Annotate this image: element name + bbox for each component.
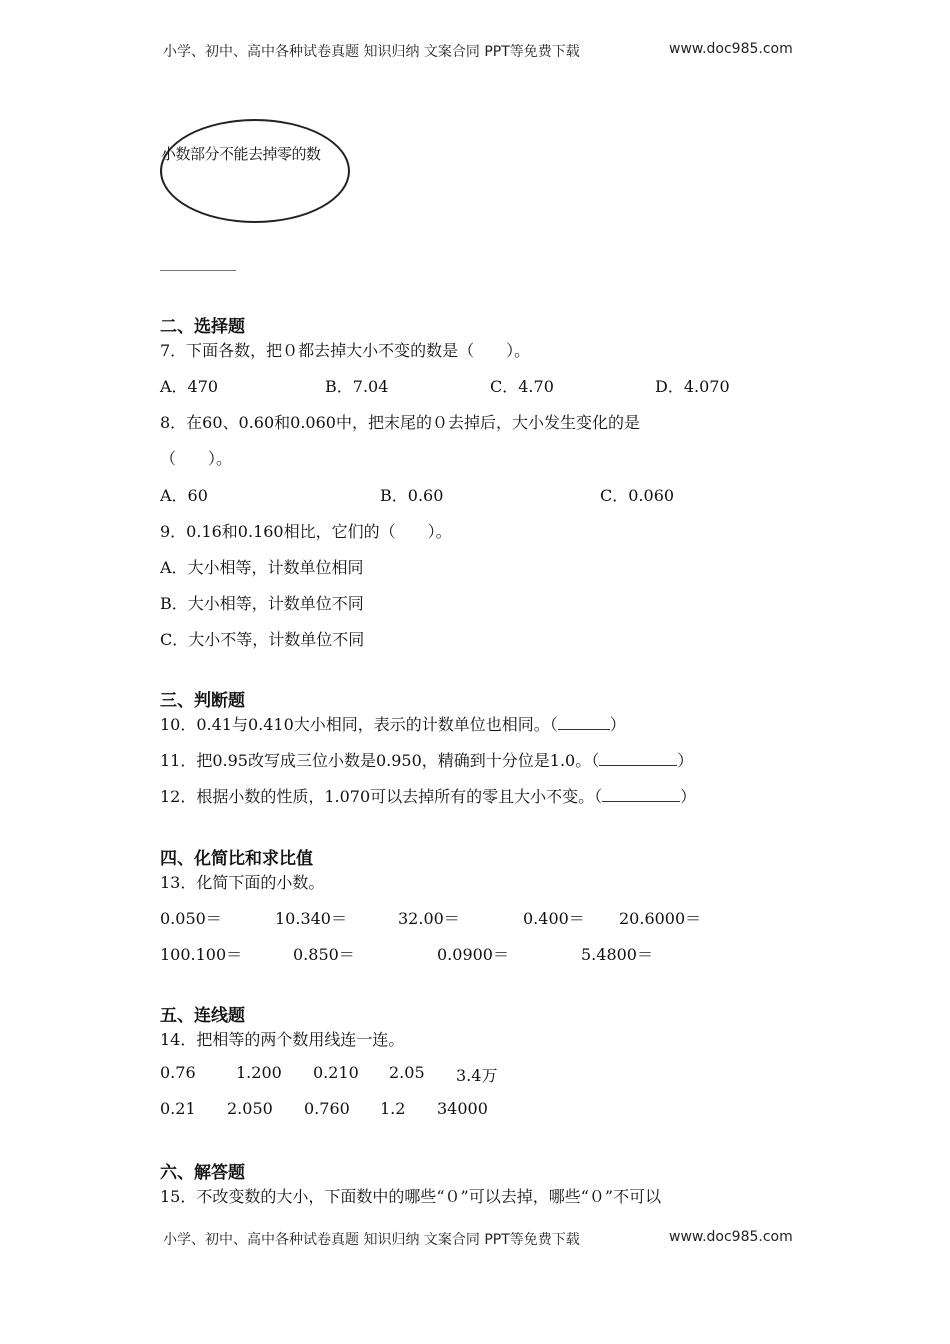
page-header — [0, 41, 950, 61]
page-footer — [0, 1229, 950, 1249]
section-title-simplify: 四、化简比和求比值 — [160, 849, 313, 869]
q13-item: 0.400＝ — [523, 909, 585, 928]
q15-stem: 15．不改变数的大小，下面数中的哪些“０”可以去掉，哪些“０”不可以 — [160, 1187, 662, 1206]
section-title-matching: 五、连线题 — [160, 1006, 245, 1026]
q14-bottom-item: 1.2 — [380, 1099, 406, 1118]
q13-stem: 13．化简下面的小数。 — [160, 873, 325, 892]
q9-stem: 9．0.16和0.160相比，它们的（ ）。 — [160, 522, 452, 541]
oval-shape — [160, 119, 350, 223]
q13-item: 0.050＝ — [160, 909, 222, 928]
q11-answer-blank[interactable] — [599, 751, 677, 766]
q7-option-c: C．4.70 — [490, 377, 554, 396]
q8-option-b: B．0.60 — [380, 486, 444, 505]
q11 — [160, 748, 693, 771]
q11-close: ） — [677, 751, 694, 770]
q13-item: 5.4800＝ — [581, 945, 653, 964]
header-url: www.doc985.com — [669, 41, 793, 57]
header-text: 小学、初中、高中各种试卷真题 知识归纳 文案合同 PPT等免费下载 — [163, 44, 580, 60]
q13-item: 0.850＝ — [293, 945, 355, 964]
q11-stem: 11．把0.95改写成三位小数是0.950，精确到十分位是1.0。（ — [160, 751, 600, 770]
q14-bottom-item: 0.21 — [160, 1099, 196, 1118]
q10-stem: 10．0.41与0.410大小相同，表示的计数单位也相同。（ — [160, 715, 558, 734]
q8-option-a: A．60 — [160, 486, 208, 505]
oval-label: 小数部分不能去掉零的数 — [161, 145, 321, 163]
q14-top-item: 1.200 — [236, 1063, 282, 1082]
q7-option-b: B．7.04 — [325, 377, 389, 396]
q7-option-a: A．470 — [160, 377, 219, 396]
q9-option-a: A．大小相等，计数单位相同 — [160, 558, 364, 577]
q7-option-d: D．4.070 — [655, 377, 730, 396]
q10 — [160, 712, 626, 735]
q8-stem-cont: （ ）。 — [160, 449, 233, 468]
q8-stem: 8．在60、0.60和0.060中，把末尾的０去掉后，大小发生变化的是 — [160, 413, 640, 432]
footer-text: 小学、初中、高中各种试卷真题 知识归纳 文案合同 PPT等免费下载 — [163, 1232, 580, 1248]
q14-top-item: 3.4万 — [456, 1066, 498, 1085]
q10-close: ） — [609, 715, 626, 734]
q12-answer-blank[interactable] — [602, 787, 680, 802]
q13-item: 20.6000＝ — [619, 909, 702, 928]
q12-stem: 12．根据小数的性质，1.070可以去掉所有的零且大小不变。（ — [160, 787, 603, 806]
q12 — [160, 784, 696, 807]
q14-top-item: 0.210 — [313, 1063, 359, 1082]
q13-item: 32.00＝ — [398, 909, 460, 928]
q13-item: 10.340＝ — [275, 909, 347, 928]
q14-stem: 14．把相等的两个数用线连一连。 — [160, 1030, 405, 1049]
q14-top-item: 2.05 — [389, 1063, 425, 1082]
answer-blank-line — [160, 270, 236, 271]
q13-item: 0.0900＝ — [437, 945, 509, 964]
q14-bottom-item: 34000 — [437, 1099, 488, 1118]
section-title-choice: 二、选择题 — [160, 317, 245, 337]
section-title-judge: 三、判断题 — [160, 691, 245, 711]
q14-bottom-item: 0.760 — [304, 1099, 350, 1118]
q10-answer-blank[interactable] — [558, 715, 610, 730]
section-title-solve: 六、解答题 — [160, 1163, 245, 1183]
q9-option-b: B．大小相等，计数单位不同 — [160, 594, 364, 613]
q14-top-item: 0.76 — [160, 1063, 196, 1082]
footer-url: www.doc985.com — [669, 1229, 793, 1245]
q13-item: 100.100＝ — [160, 945, 243, 964]
q8-option-c: C．0.060 — [600, 486, 675, 505]
q14-bottom-item: 2.050 — [227, 1099, 273, 1118]
q9-option-c: C．大小不等，计数单位不同 — [160, 630, 365, 649]
q12-close: ） — [680, 787, 697, 806]
q7-stem: 7．下面各数，把０都去掉大小不变的数是（ ）。 — [160, 341, 531, 360]
